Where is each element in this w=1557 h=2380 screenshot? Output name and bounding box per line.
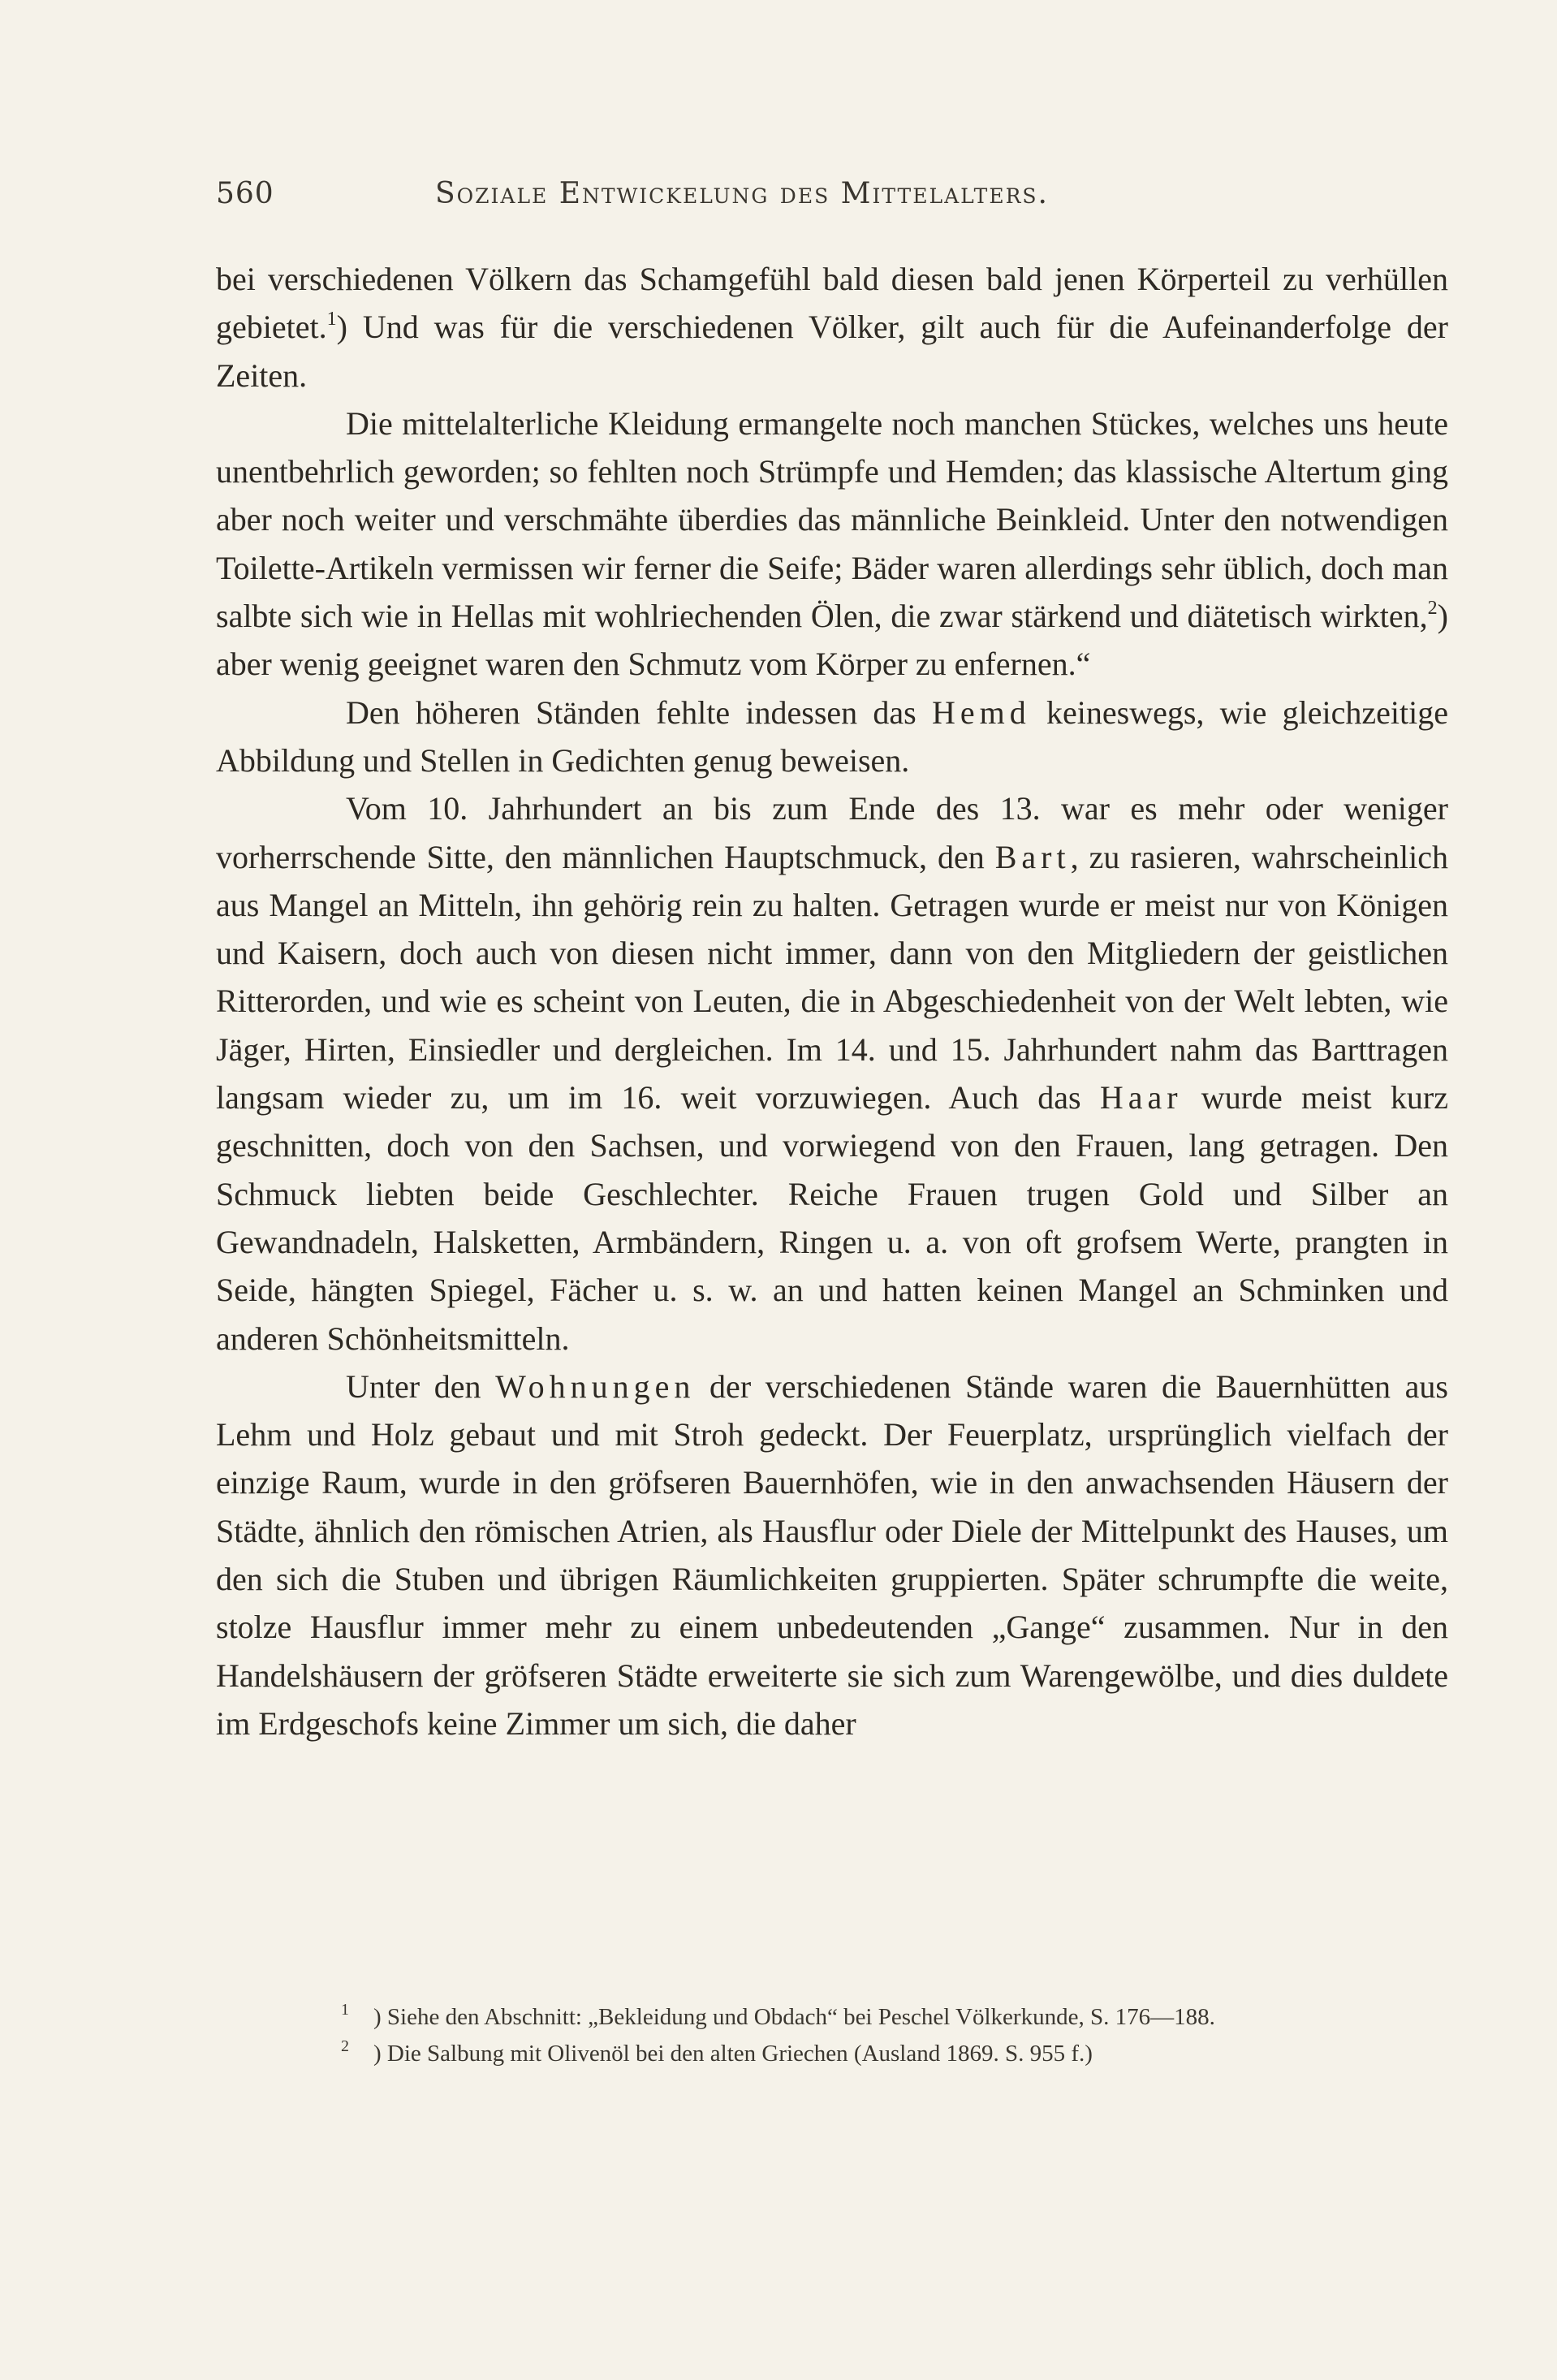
- paragraph-5: Unter den Wohnungen der verschiedenen Stände waren die Bauernhütten aus Lehm und Holz gebaut und mit Stroh gedeckt. Der Feuerplatz, ursprünglich vielfach der einzige Raum, wurde in den gröfseren Bauernhöfen, wie in den anwachsenden Häusern der Städte, ähnlich den römischen Atrien, als Hausflur oder Diele der Mittelpunkt des Hauses, um den sich die Stuben und übrigen Räumlichkeiten gruppierten. Später schrumpfte die weite, stolze Hausflur immer mehr zu einem unbedeutenden „Gange“ zusammen. Nur in den Handelshäusern der gröfseren Städte erweiterte sie sich zum Warengewölbe, und dies duldete im Erdgeschofs keine Zimmer um sich, die daher: [216, 1367, 1448, 1742]
- emphasis-haar: Haar: [1099, 1079, 1183, 1117]
- emphasis-bart: Bart: [994, 838, 1071, 875]
- page-header: [216, 162, 1450, 227]
- paragraph-4: Vom 10. Jahrhundert an bis zum Ende des 13. war es mehr oder weniger vorherrschende Sitte, den männlichen Hauptschmuck, den Bart, zu rasieren, wahrscheinlich aus Mangel an Mitteln, ihn gehörig rein zu halten. Getragen wurde er meist nur von Königen und Kaisern, doch auch von diesen nicht immer, dann von den Mitgliedern der geistlichen Ritterorden, und wie es scheint von Leuten, die in Abgeschiedenheit von der Welt lebten, wie Jäger, Hirten, Einsiedler und dergleichen. Im 14. und 15. Jahrhundert nahm das Barttragen langsam wieder zu, um im 16. weit vorzuwiegen. Auch das Haar wurde meist kurz geschnitten, doch von den Sachsen, und vorwiegend von den Frauen, lang getragen. Den Schmuck liebten beide Geschlechter. Reiche Frauen trugen Gold und Silber an Gewandnadeln, Halsketten, Armbändern, Ringen u. a. von oft grofsem Werte, prangten in Seide, hängten Spiegel, Fächer u. s. w. an und hatten keinen Mangel an Schminken und anderen Schönheitsmitteln.: [216, 790, 1448, 1357]
- page-number: 560: [216, 177, 274, 210]
- paragraph-1: bei verschiedenen Völkern das Schamgefühl bald diesen bald jenen Körperteil zu verhüllen gebietet.$^1$) Und was für die verschiedenen Völker, gilt auch für die Aufeinanderfolge der Zeiten.: [216, 261, 1448, 394]
- emphasis-hemd: Hemd: [932, 693, 1031, 731]
- footnotes: [341, 1999, 1453, 2072]
- running-head: Soziale Entwickelung des Mittelalters.: [435, 177, 1049, 210]
- body-text: [216, 255, 1448, 1747]
- emphasis-wohnungen: Wohnungen: [495, 1367, 696, 1405]
- footnote-2: $^2$ ) Die Salbung mit Olivenöl bei den alten Griechen (Ausland 1869. S. 955 f.): [341, 2037, 1093, 2067]
- footnote-ref-1: 1: [326, 309, 337, 330]
- footnote-ref-2: 2: [1427, 598, 1438, 620]
- footnote-1: $^1$ ) Siehe den Abschnitt: „Bekleidung und Obdach“ bei Peschel Völkerkunde, S. 176—188.: [341, 2001, 1215, 2030]
- paragraph-3: Den höheren Ständen fehlte indessen das Hemd keineswegs, wie gleichzeitige Abbildung und Stellen in Gedichten genug beweisen.: [216, 693, 1449, 779]
- paragraph-2: Die mittelalterliche Kleidung ermangelte noch manchen Stückes, welches uns heute unentbehrlich geworden; so fehlten noch Strümpfe und Hemden; das klassische Altertum ging aber noch weiter und verschmähte überdies das männliche Beinkleid. Unter den notwendigen Toilette-Artikeln vermissen wir ferner die Seife; Bäder waren allerdings sehr üblich, doch man salbte sich wie in Hellas mit wohlriechenden Ölen, die zwar stärkend und diätetisch wirkten,$^2$) aber wenig geeignet waren den Schmutz vom Körper zu enfernen.“: [216, 404, 1448, 683]
